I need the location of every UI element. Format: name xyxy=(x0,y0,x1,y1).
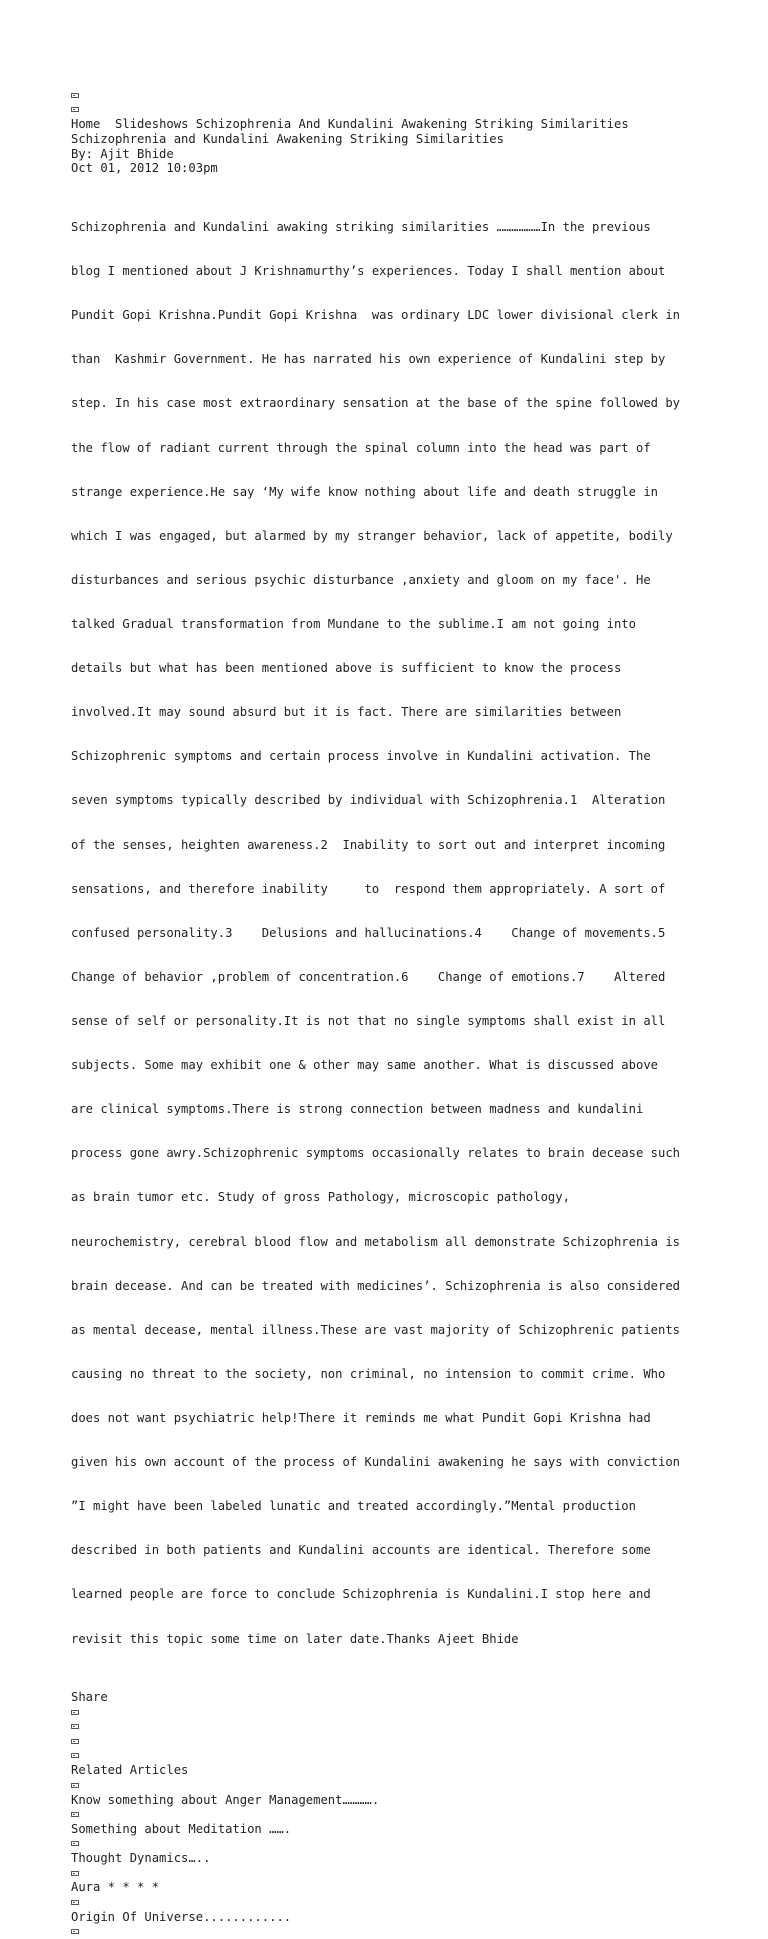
missing-glyph-icon xyxy=(71,1900,79,1905)
article-body-line: Schizophrenic symptoms and certain process involve in Kundalini activation. The xyxy=(71,749,651,764)
article-title: Schizophrenia and Kundalini Awakening Striking Similarities xyxy=(71,131,504,146)
missing-glyph-icon xyxy=(71,1929,79,1934)
article-date: Oct 01, 2012 10:03pm xyxy=(71,161,218,176)
related-thumb-1[interactable] xyxy=(71,1778,711,1793)
article-body-line: revisit this topic some time on later date.Thanks Ajeet Bhide xyxy=(71,1631,519,1646)
share-label: Share xyxy=(71,1690,108,1705)
missing-image-glyph-top-1 xyxy=(71,88,711,103)
spacer xyxy=(71,1676,711,1691)
missing-glyph-icon xyxy=(71,1841,79,1846)
article-body-line: the flow of radiant current through the spinal column into the head was part of xyxy=(71,440,651,455)
article-body-line: neurochemistry, cerebral blood flow and metabolism all demonstrate Schizophrenia is xyxy=(71,1234,681,1249)
article-body-line: Change of behavior ,problem of concentration.6 Change of emotions.7 Altered xyxy=(71,969,666,984)
article-body-line: described in both patients and Kundalini accounts are identical. Therefore some xyxy=(71,1543,651,1558)
article-body-line: step. In his case most extraordinary sensation at the base of the spine followed by xyxy=(71,396,681,411)
article-body-line: details but what has been mentioned above is sufficient to know the process xyxy=(71,661,622,676)
share-button-3[interactable] xyxy=(71,1734,711,1749)
missing-glyph-icon xyxy=(71,107,79,112)
share-button-2[interactable] xyxy=(71,1720,711,1735)
breadcrumb xyxy=(71,117,711,132)
breadcrumb-current: Schizophrenia And Kundalini Awakening Striking Similarities xyxy=(195,117,629,132)
missing-glyph-icon xyxy=(71,93,79,98)
related-thumb-4[interactable] xyxy=(71,1866,711,1881)
related-thumb-2[interactable] xyxy=(71,1807,711,1822)
related-thumb-5[interactable] xyxy=(71,1895,711,1910)
article-byline: By: Ajit Bhide xyxy=(71,146,174,161)
nav-slideshows-link[interactable]: Slideshows xyxy=(115,117,189,132)
article-body-line: confused personality.3 Delusions and hallucinations.4 Change of movements.5 xyxy=(71,925,666,940)
missing-glyph-icon xyxy=(71,1812,79,1817)
related-article-link[interactable]: Aura * * * * xyxy=(71,1880,160,1895)
related-articles-heading: Related Articles xyxy=(71,1763,189,1778)
article-body-line: which I was engaged, but alarmed by my stranger behavior, lack of appetite, bodily xyxy=(71,528,673,543)
article-body-line: process gone awry.Schizophrenic symptoms occasionally relates to brain decease such xyxy=(71,1146,681,1161)
article-body-line: Pundit Gopi Krishna.Pundit Gopi Krishna was ordinary LDC lower divisional clerk in xyxy=(71,308,681,323)
missing-glyph-icon xyxy=(71,1710,79,1715)
article-body-line: Schizophrenia and Kundalini awaking striking similarities ………………In the previous xyxy=(71,220,651,234)
article-body-line: are clinical symptoms.There is strong connection between madness and kundalini xyxy=(71,1102,644,1117)
article-body-line: sense of self or personality.It is not that no single symptoms shall exist in all xyxy=(71,1013,666,1028)
article-body-line: does not want psychiatric help!There it reminds me what Pundit Gopi Krishna had xyxy=(71,1410,651,1425)
related-article-link[interactable]: Thought Dynamics….. xyxy=(71,1851,211,1866)
article-body-line: brain decease. And can be treated with medicines’. Schizophrenia is also considered xyxy=(71,1278,681,1293)
missing-glyph-icon xyxy=(71,1739,79,1744)
article-body-line: blog I mentioned about J Krishnamurthy’s experiences. Today I shall mention about xyxy=(71,264,666,279)
related-thumb-3[interactable] xyxy=(71,1837,711,1852)
article-body xyxy=(71,191,711,1676)
article-body-line: than Kashmir Government. He has narrated his own experience of Kundalini step by xyxy=(71,352,666,367)
article-body-line: ”I might have been labeled lunatic and treated accordingly.”Mental production xyxy=(71,1499,636,1514)
article-body-line: talked Gradual transformation from Mundane to the sublime.I am not going into xyxy=(71,616,636,631)
page-container xyxy=(71,88,711,1939)
missing-glyph-icon xyxy=(71,1783,79,1788)
article-body-line: learned people are force to conclude Schizophrenia is Kundalini.I stop here and xyxy=(71,1587,651,1602)
related-article-link[interactable]: Origin Of Universe............ xyxy=(71,1909,292,1924)
missing-glyph-icon xyxy=(71,1753,79,1758)
article-body-line: seven symptoms typically described by individual with Schizophrenia.1 Alteration xyxy=(71,793,666,808)
article-body-line: causing no threat to the society, non criminal, no intension to commit crime. Who xyxy=(71,1366,666,1381)
article-body-line: sensations, and therefore inability to respond them appropriately. A sort of xyxy=(71,881,666,896)
spacer xyxy=(71,176,711,191)
article-body-line: given his own account of the process of Kundalini awakening he says with conviction xyxy=(71,1455,681,1470)
related-thumb-6[interactable] xyxy=(71,1924,711,1939)
article-body-line: as brain tumor etc. Study of gross Pathology, microscopic pathology, xyxy=(71,1190,570,1205)
article-body-line: as mental decease, mental illness.These are vast majority of Schizophrenic patients xyxy=(71,1322,681,1337)
article-body-line: involved.It may sound absurd but it is fact. There are similarities between xyxy=(71,705,622,720)
related-article-link[interactable]: Know something about Anger Management…………. xyxy=(71,1792,380,1807)
missing-glyph-icon xyxy=(71,1724,79,1729)
article-body-line: subjects. Some may exhibit one & other may same another. What is discussed above xyxy=(71,1058,658,1073)
article-body-line: disturbances and serious psychic disturbance ,anxiety and gloom on my face'. He xyxy=(71,572,651,587)
related-article-link[interactable]: Something about Meditation ……. xyxy=(71,1821,292,1836)
article-body-line: of the senses, heighten awareness.2 Inability to sort out and interpret incoming xyxy=(71,837,666,852)
article-body-line: strange experience.He say ‘My wife know nothing about life and death struggle in xyxy=(71,484,658,499)
share-button-4[interactable] xyxy=(71,1749,711,1764)
nav-home-link[interactable]: Home xyxy=(71,117,101,132)
missing-glyph-icon xyxy=(71,1871,79,1876)
missing-image-glyph-top-2 xyxy=(71,103,711,118)
share-button-1[interactable] xyxy=(71,1705,711,1720)
